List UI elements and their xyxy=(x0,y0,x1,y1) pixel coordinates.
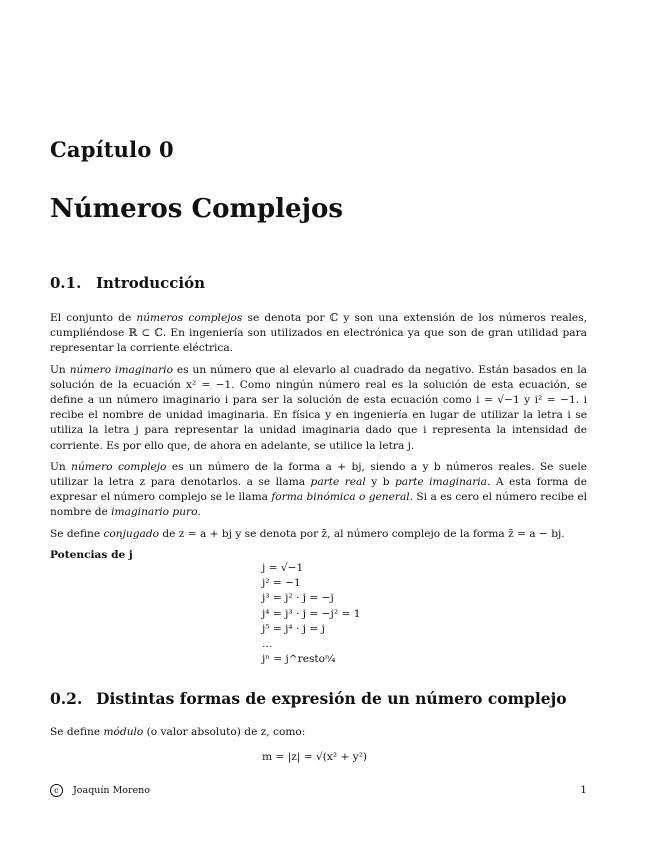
powers-heading: Potencias de j xyxy=(50,548,133,561)
modulus-equation: m = |z| = √(x² + y²) xyxy=(262,751,368,763)
chapter-label: Capítulo 0 xyxy=(50,137,174,162)
powers-of-j-list xyxy=(262,561,360,667)
paragraph-complex-set: El conjunto de números complejos se denota por ℂ y son una extensión de los números reales, cumpliéndose ℝ ⊂ ℂ. En ingeniería son utilizados en electrónica ya que son de gran utilidad para representar la corriente eléctrica. xyxy=(50,312,587,355)
power-equation: j = √−1 xyxy=(262,562,304,574)
copyright-icon: c xyxy=(50,784,63,797)
power-equation: jⁿ = j^restoⁿ⁄₄ xyxy=(262,653,336,666)
power-equation: j⁴ = j³ · j = −j² = 1 xyxy=(262,607,361,620)
page-footer xyxy=(50,784,587,797)
paragraph-conjugate: Se define conjugado de z = a + bj y se denota por z̄, al número complejo de la forma z̄ = a − bj. xyxy=(50,527,565,540)
chapter-title: Números Complejos xyxy=(50,194,343,224)
footer-author: Joaquín Moreno xyxy=(73,785,151,796)
section-number: 0.1. xyxy=(50,274,82,292)
power-equation: j³ = j² · j = −j xyxy=(262,592,334,605)
modulus-definition: Se define módulo (o valor absoluto) de z, como: xyxy=(50,726,306,738)
introduction-body xyxy=(50,311,587,565)
section-heading-introduccion xyxy=(50,274,205,292)
power-ellipsis: … xyxy=(262,638,273,651)
power-equation: j² = −1 xyxy=(262,577,301,590)
power-equation: j⁵ = j⁴ · j = j xyxy=(262,622,325,635)
section-title: Introducción xyxy=(96,274,206,292)
paragraph-imaginary-number: Un número imaginario es un número que al elevarlo al cuadrado da negativo. Están basados en la solución de la ecuación x² = −1. Como ningún número real es la solución de esta ecuación, se define a un número imaginario i para ser la solución de esta ecuación como i = √−1 y i² = −1. i recibe el nombre de unidad imaginaria. En física y en ingeniería en lugar de utilizar la letra i se utiliza la letra j para representar la unidad imaginaria dado que i representa la intensidad de corriente. Es por ello que, de ahora en adelante, se utilice la letra j. xyxy=(50,363,587,452)
section-number: 0.2. xyxy=(50,689,83,708)
section-heading-formas xyxy=(50,689,567,708)
section-title: Distintas formas de expresión de un número complejo xyxy=(96,689,567,708)
paragraph-complex-number: Un número complejo es un número de la forma a + bj, siendo a y b números reales. Se suele utilizar la letra z para denotarlos. a se llama parte real y b parte imaginaria. A esta forma de expresar el número complejo se le llama forma binómica o general. Si a es cero el número recibe el nombre de imaginario puro. xyxy=(50,460,588,519)
page-number: 1 xyxy=(580,784,587,796)
